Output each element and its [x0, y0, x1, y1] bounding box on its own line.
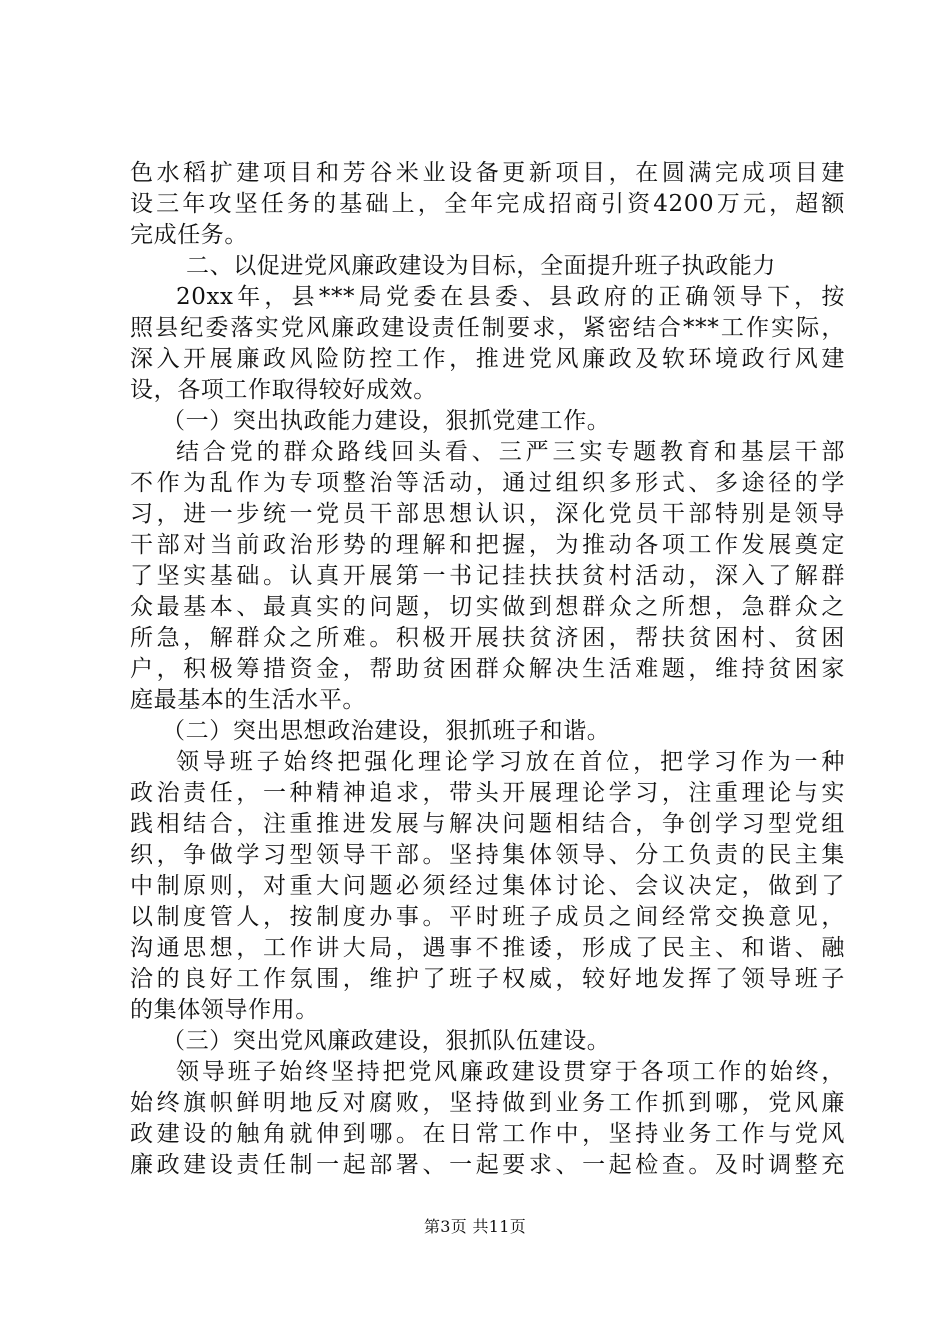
text-line: 设，各项工作取得较好成效。	[130, 377, 437, 403]
text-line: 洽的良好工作氛围，维护了班子权威，较好地发挥了领导班子	[130, 966, 845, 992]
text-line: 践相结合，注重推进发展与解决问题相结合，争创学习型党组	[130, 811, 845, 837]
subsection-heading: （一）突出执政能力建设，狠抓党建工作。	[162, 408, 611, 434]
text-line: 织，争做学习型领导干部。坚持集体领导、分工负责的民主集	[130, 842, 845, 868]
text-line: 深入开展廉政风险防控工作，推进党风廉政及软环境政行风建	[130, 346, 845, 372]
text-line: 结合党的群众路线回头看、三严三实专题教育和基层干部	[176, 439, 845, 465]
text-line: 习，进一步统一党员干部思想认识，深化党员干部特别是领导	[130, 501, 845, 527]
text-line: 政治责任，一种精神追求，带头开展理论学习，注重理论与实	[130, 780, 845, 806]
subsection-heading: （二）突出思想政治建设，狠抓班子和谐。	[162, 718, 611, 744]
text-line: 以制度管人，按制度办事。平时班子成员之间经常交换意见，	[130, 904, 845, 930]
text-line: 所急，解群众之所难。积极开展扶贫济困，帮扶贫困村、贫困	[130, 625, 845, 651]
text-line: 色水稻扩建项目和芳谷米业设备更新项目，在圆满完成项目建	[130, 160, 845, 186]
text-line: 始终旗帜鲜明地反对腐败，坚持做到业务工作抓到哪，党风廉	[130, 1090, 845, 1116]
text-line: 20xx年，县***局党委在县委、县政府的正确领导下，按	[176, 284, 845, 310]
text-line: 照县纪委落实党风廉政建设责任制要求，紧密结合***工作实际，	[130, 315, 845, 341]
text-line: 了坚实基础。认真开展第一书记挂扶扶贫村活动，深入了解群	[130, 563, 845, 589]
document-body	[130, 158, 845, 1181]
section-heading: 二、以促进党风廉政建设为目标，全面提升班子执政能力	[186, 253, 776, 279]
page-number-label: 第3页 共11页	[423, 1217, 527, 1236]
text-line: 干部对当前政治形势的理解和把握，为推动各项工作发展奠定	[130, 532, 845, 558]
text-line: 的集体领导作用。	[130, 997, 319, 1023]
text-line: 中制原则，对重大问题必须经过集体讨论、会议决定，做到了	[130, 873, 845, 899]
text-line: 完成任务。	[130, 222, 248, 248]
text-line: 领导班子始终把强化理论学习放在首位，把学习作为一种	[176, 749, 845, 775]
page-footer	[0, 1214, 950, 1237]
text-line: 廉政建设责任制一起部署、一起要求、一起检查。及时调整充	[130, 1152, 845, 1178]
text-line: 沟通思想，工作讲大局，遇事不推诿，形成了民主、和谐、融	[130, 935, 845, 961]
text-line: 政建设的触角就伸到哪。在日常工作中，坚持业务工作与党风	[130, 1121, 845, 1147]
text-line: 领导班子始终坚持把党风廉政建设贯穿于各项工作的始终，	[176, 1059, 845, 1085]
text-line: 不作为乱作为专项整治等活动，通过组织多形式、多途径的学	[130, 470, 845, 496]
text-line: 户，积极筹措资金，帮助贫困群众解决生活难题，维持贫困家	[130, 656, 845, 682]
subsection-heading: （三）突出党风廉政建设，狠抓队伍建设。	[162, 1028, 611, 1054]
text-line: 庭最基本的生活水平。	[130, 687, 366, 713]
text-line: 设三年攻坚任务的基础上，全年完成招商引资4200万元，超额	[130, 191, 845, 217]
text-line: 众最基本、最真实的问题，切实做到想群众之所想，急群众之	[130, 594, 845, 620]
